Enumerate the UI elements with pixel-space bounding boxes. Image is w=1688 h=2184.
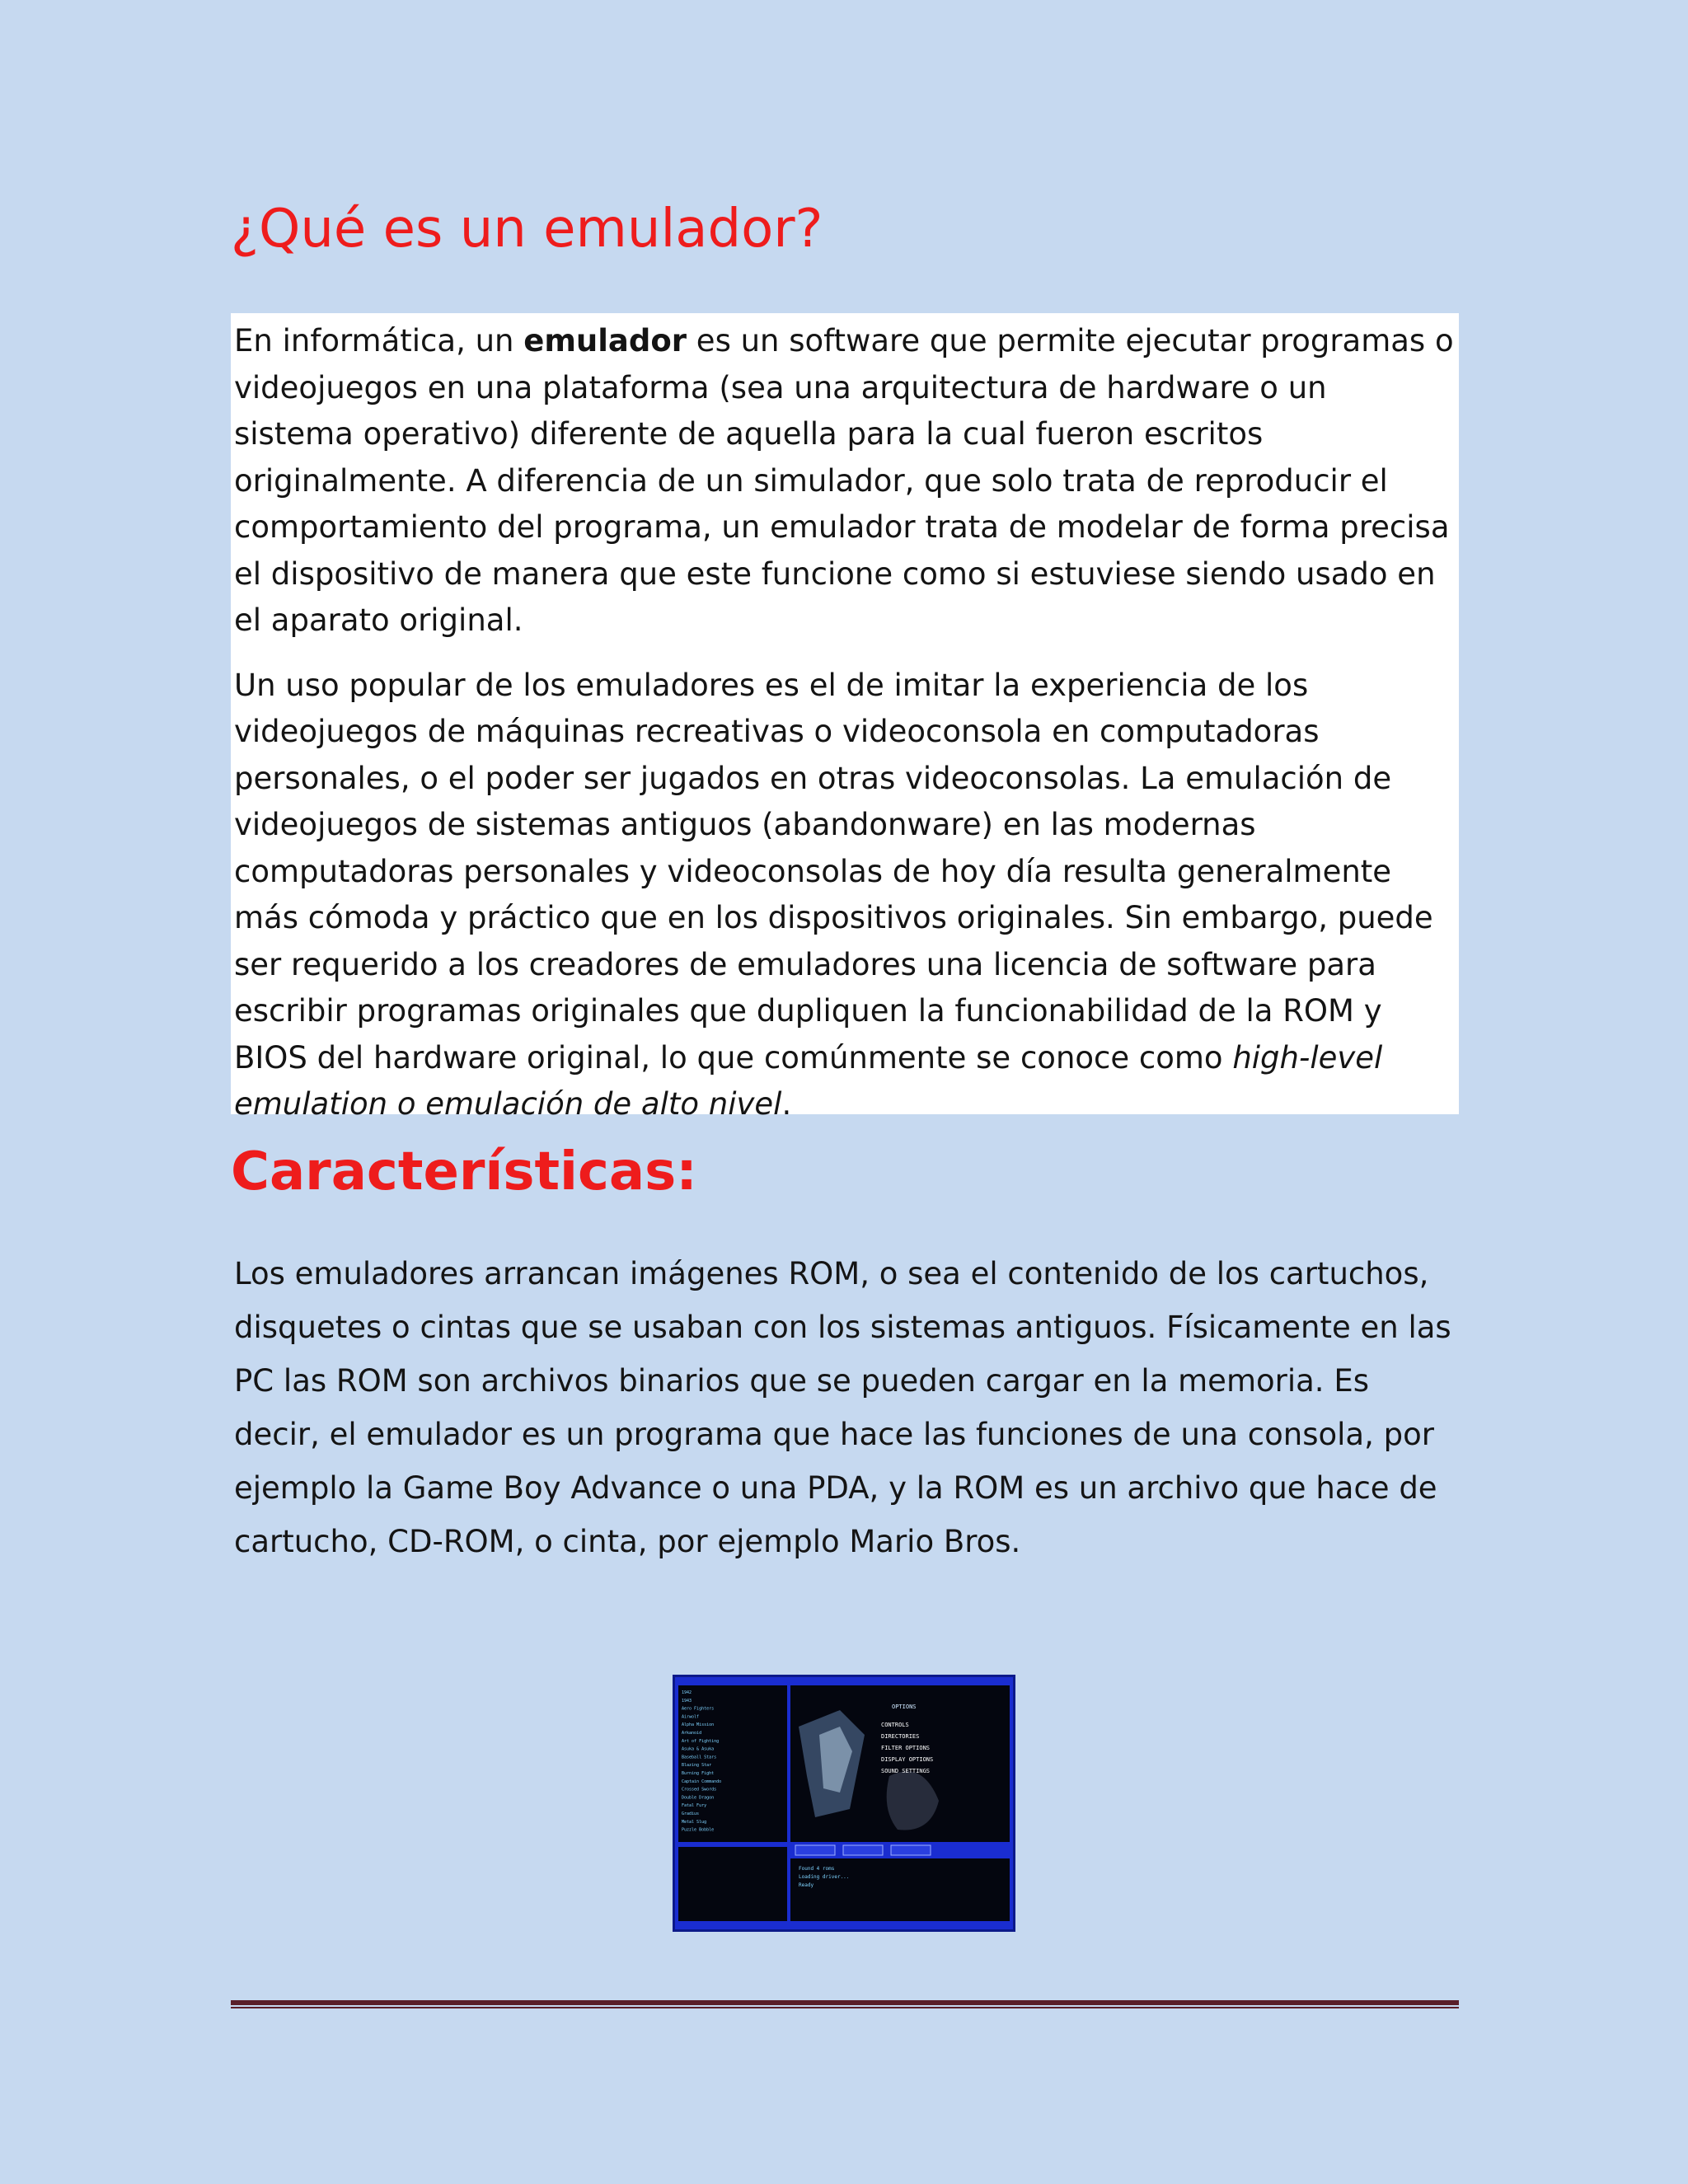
emulator-status-line: Found 4 roms bbox=[799, 1866, 835, 1872]
definition-box bbox=[231, 313, 1459, 1122]
emulator-game-list-item: Aero Fighters bbox=[682, 1706, 715, 1712]
emulator-game-list-item: Metal Slug bbox=[682, 1819, 707, 1825]
emulator-menu-item: DISPLAY OPTIONS bbox=[881, 1756, 934, 1763]
definition-paragraph-1: En informática, un emulador es un software que permite ejecutar programas o videojuegos en una plataforma (sea una arquitectura de hardware o un sistema operativo) diferente de aquella para la cual fueron escritos originalmente. A diferencia de un simulador, que solo trata de reproducir el comportamiento del programa, un emulador trata de modelar de forma precisa el dispositivo de manera que este funcione como si estuviese siendo usado en el aparato original. bbox=[234, 323, 1454, 638]
characteristics-paragraph: Los emuladores arrancan imágenes ROM, o sea el contenido de los cartuchos, disquetes o cintas que se usaban con los sistemas antiguos. Físicamente en las PC las ROM son archivos binarios que se pueden cargar en la memoria. Es decir, el emulador es un programa que hace las funciones de una consola, por ejemplo la Game Boy Advance o una PDA, y la ROM es un archivo que hace de cartucho, CD-ROM, o cinta, por ejemplo Mario Bros. bbox=[234, 1256, 1451, 1559]
emulator-game-list-item: Baseball Stars bbox=[682, 1755, 717, 1760]
emulator-screenshot bbox=[673, 1675, 1015, 1932]
section-title-characteristics: Características: bbox=[231, 1141, 697, 1202]
emulator-game-list-item: Asuka & Asuka bbox=[682, 1746, 715, 1752]
emulator-game-list-item: Puzzle Bobble bbox=[682, 1827, 715, 1833]
emulator-screenshot-image bbox=[675, 1677, 1013, 1929]
emulator-status-line: Loading driver... bbox=[799, 1874, 850, 1880]
emulator-button-2 bbox=[843, 1845, 883, 1855]
emulator-game-list-item: 1942 bbox=[682, 1690, 692, 1695]
emulator-menu-item: DIRECTORIES bbox=[881, 1733, 920, 1740]
definition-paragraph-2: Un uso popular de los emuladores es el de imitar la experiencia de los videojuegos de máquinas recreativas o videoconsola en computadoras personales, o el poder ser jugados en otras videoconsolas. La emulación de videojuegos de sistemas antiguos (abandonware) en las modernas computadoras personales y videoconsolas de hoy día resulta generalmente más cómoda y práctico que en los dispositivos originales. Sin embargo, puede ser requerido a los creadores de emuladores una licencia de software para escribir programas originales que dupliquen la funcionabilidad de la ROM y BIOS del hardware original, lo que comúnmente se conoce como high-level emulation o emulación de alto nivel. bbox=[234, 667, 1433, 1122]
high-level-emulation-term: high-level emulation o emulación de alto nivel bbox=[234, 1039, 1383, 1122]
emulator-game-list-item: Crossed Swords bbox=[682, 1787, 717, 1793]
page-title: ¿Qué es un emulador? bbox=[231, 199, 823, 260]
emulator-game-list-item: Airwolf bbox=[682, 1714, 700, 1720]
emulator-menu-item: SOUND SETTINGS bbox=[881, 1768, 931, 1774]
emulator-game-list-item: Captain Commando bbox=[682, 1779, 722, 1784]
emulator-status-line: Ready bbox=[799, 1882, 814, 1888]
svg-text:OPTIONS: OPTIONS bbox=[892, 1704, 917, 1710]
emulator-game-list-item: Burning Fight bbox=[682, 1771, 715, 1776]
emulador-term: emulador bbox=[523, 323, 687, 359]
emulator-game-list-item: Gradius bbox=[682, 1811, 700, 1816]
emulator-game-list-item: Fatal Fury bbox=[682, 1803, 707, 1809]
emulator-button-3 bbox=[891, 1845, 931, 1855]
emulator-game-list-item: Arkanoid bbox=[682, 1731, 702, 1736]
emulator-game-list-item: Double Dragon bbox=[682, 1795, 715, 1801]
emulator-game-list-item: Alpha Mission bbox=[682, 1722, 715, 1728]
info-panel bbox=[678, 1847, 787, 1921]
emulator-game-list-item: 1943 bbox=[682, 1698, 692, 1704]
emulator-game-list-item: Art of Fighting bbox=[682, 1738, 720, 1744]
emulator-game-list-item: Blazing Star bbox=[682, 1763, 712, 1769]
footer-rule bbox=[231, 2000, 1459, 2008]
emulator-menu-item: FILTER OPTIONS bbox=[881, 1745, 931, 1751]
emulator-button-1 bbox=[795, 1845, 835, 1855]
emulator-menu-item: CONTROLS bbox=[881, 1722, 909, 1728]
